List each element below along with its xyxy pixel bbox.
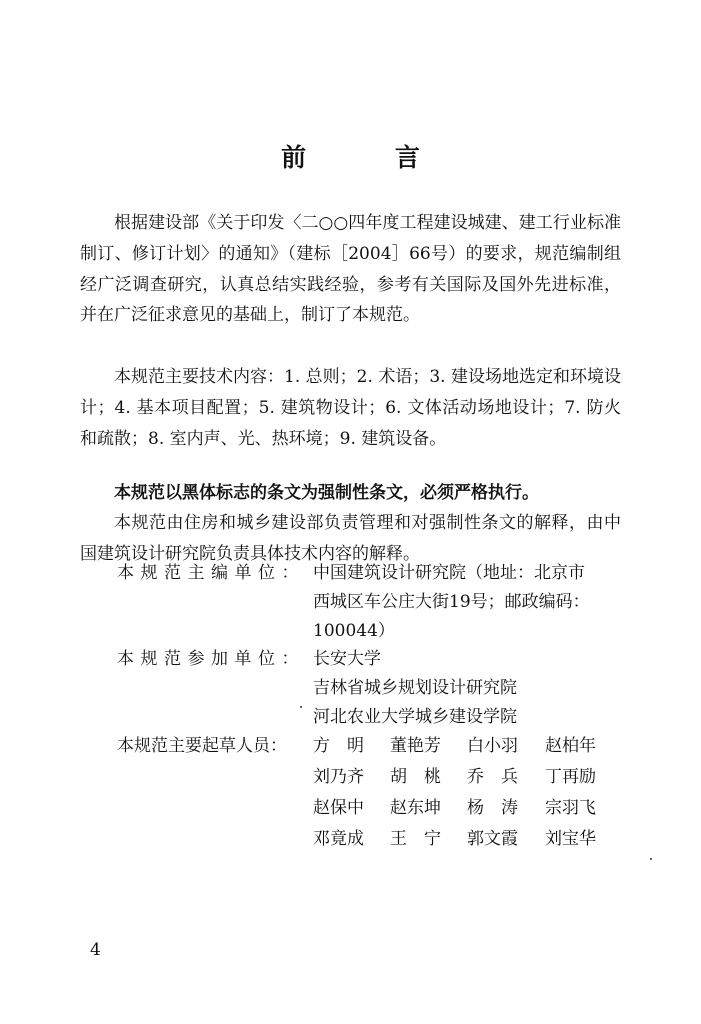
drafter-name: 丁再励 [545, 767, 596, 787]
participant-1: 长安大学 [313, 649, 381, 669]
page-number: 4 [90, 940, 101, 960]
drafter-name: 董艳芳 [390, 736, 441, 756]
drafter-name: 赵东坤 [390, 798, 441, 818]
scan-speck [650, 858, 652, 860]
paragraph-management: 本规范由住房和城乡建设部负责管理和对强制性条文的解释，由中国建筑设计研究院负责具体技术内容的解释。 [80, 513, 621, 564]
drafter-name: 赵保中 [313, 798, 364, 818]
drafter-name: 方 明 [313, 736, 364, 756]
participants-label-text: 本规范参加单位： [117, 649, 305, 669]
drafters-label [117, 732, 307, 760]
scan-speck [300, 706, 302, 708]
paragraph-contents: 本规范主要技术内容：1. 总则；2. 术语；3. 建设场地选定和环境设计；4. 基本项目配置；5. 建筑物设计；6. 文体活动场地设计；7. 防火和疏散；8. 室内声、光、热环境；9. 建筑设备。 [80, 367, 621, 449]
drafter-name: 白小羽 [467, 736, 518, 756]
paragraph-mandatory: 本规范以黑体标志的条文为强制性条文，必须严格执行。 [114, 483, 539, 503]
drafter-name: 郭文霞 [467, 829, 518, 849]
drafter-name: 胡 桃 [390, 767, 441, 787]
drafter-name: 赵柏年 [545, 736, 596, 756]
participant-3: 河北农业大学城乡建设学院 [313, 707, 517, 727]
drafter-name: 王 宁 [390, 829, 441, 849]
participants-label [117, 645, 307, 673]
drafters-row [313, 794, 613, 822]
editor-line-1: 中国建筑设计研究院（地址：北京市 [313, 563, 585, 583]
drafter-name: 杨 涛 [467, 798, 518, 818]
drafter-name: 邓竟成 [313, 829, 364, 849]
paragraph-intro: 根据建设部《关于印发〈二○○四年度工程建设城建、建工行业标准制订、修订计划〉的通知》（建标［2004］66号）的要求，规范编制组经广泛调查研究，认真总结实践经验，参考有关国际及国外先进标准，并在广泛征求意见的基础上，制订了本规范。 [80, 213, 621, 326]
drafter-name: 刘宝华 [545, 829, 596, 849]
drafter-name: 宗羽飞 [545, 798, 596, 818]
editor-label-text: 本规范主编单位： [117, 563, 305, 583]
participant-2: 吉林省城乡规划设计研究院 [313, 678, 517, 698]
drafters-label-text: 本规范主要起草人员： [117, 736, 287, 756]
drafter-name: 刘乃齐 [313, 767, 364, 787]
drafters-row [313, 732, 613, 760]
page-title: 前 言 [281, 143, 460, 172]
drafters-row [313, 825, 613, 853]
drafter-name: 乔 兵 [467, 767, 518, 787]
editor-label [117, 559, 307, 587]
drafters-row [313, 763, 613, 791]
editor-line-2: 西城区车公庄大街19号；邮政编码： [313, 592, 590, 612]
editor-line-3: 100044） [313, 621, 395, 641]
